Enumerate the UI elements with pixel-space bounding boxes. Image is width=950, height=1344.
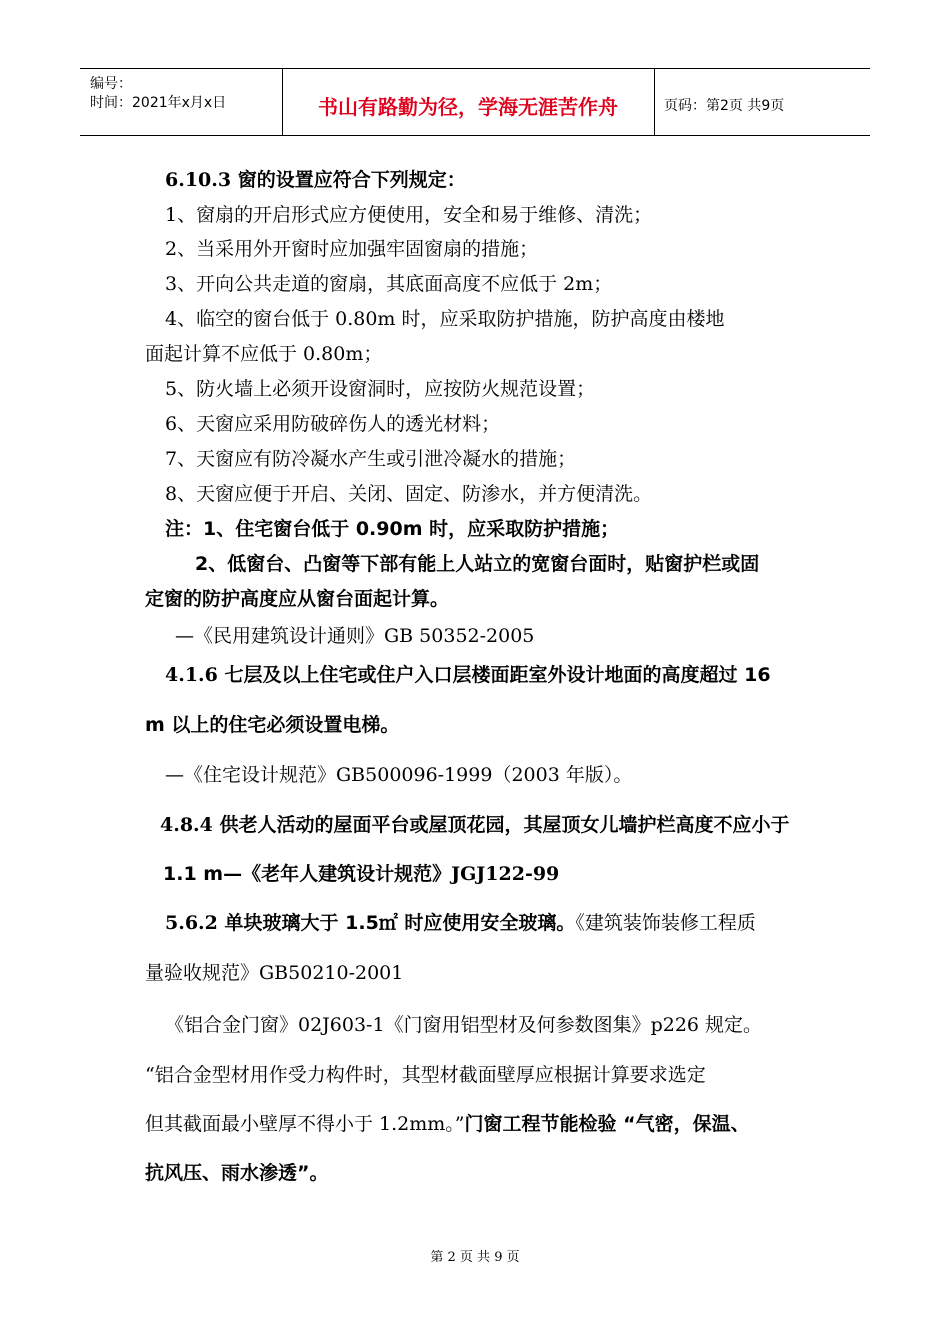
clause-4-1-6 bbox=[165, 663, 771, 687]
clause-4-8-4 bbox=[160, 813, 790, 837]
source-citation-1: —《民用建筑设计通则》GB 50352-2005 bbox=[175, 625, 535, 647]
note-2-continued: 定窗的防护高度应从窗台面起计算。 bbox=[145, 588, 450, 610]
clause-4-8-4-continued bbox=[163, 862, 559, 886]
rule-item-5: 5、防火墙上必须开设窗洞时，应按防火规范设置； bbox=[165, 378, 596, 400]
rule-item-2: 2、当采用外开窗时应加强牢固窗扇的措施； bbox=[165, 238, 539, 260]
clause-5-6-2 bbox=[165, 911, 756, 935]
section-heading-6-10-3: 6.10.3 窗的设置应符合下列规定： bbox=[165, 169, 466, 191]
page-info: 页码：第2页 共9页 bbox=[664, 98, 785, 114]
clause-text: 单块玻璃大于 1.5㎡ 时应使用安全玻璃。 bbox=[224, 912, 576, 934]
rule-item-4: 4、临空的窗台低于 0.80m 时，应采取防护措施，防护高度由楼地 bbox=[165, 308, 725, 330]
paragraph-aluminum-4: 抗风压、雨水渗透”。 bbox=[145, 1162, 329, 1184]
clause-4-1-6-continued: m 以上的住宅必须设置电梯。 bbox=[145, 714, 400, 736]
rule-item-8: 8、天窗应便于开启、关闭、固定、防渗水，并方便清洗。 bbox=[165, 483, 653, 505]
note-1: 注：1、住宅窗台低于 0.90m 时，应采取防护措施； bbox=[165, 518, 620, 540]
time-label: 时间：2021年x月x日 bbox=[90, 95, 227, 111]
source-citation-3: —《老年人建筑设计规范》JGJ122-99 bbox=[223, 863, 560, 885]
header-left-cell bbox=[80, 69, 283, 135]
clause-text: 七层及以上住宅或住户入口层楼面距室外设计地面的高度超过 16 bbox=[224, 664, 771, 686]
paragraph-aluminum-3 bbox=[145, 1112, 750, 1136]
height-value: 1.1 m bbox=[163, 863, 224, 885]
motto: 书山有路勤为径，学海无涯苦作舟 bbox=[318, 95, 618, 119]
rule-item-7: 7、天窗应有防冷凝水产生或引泄冷凝水的措施； bbox=[165, 448, 577, 470]
rule-item-6: 6、天窗应采用防破碎伤人的透光材料； bbox=[165, 413, 501, 435]
paragraph-aluminum-1: 《铝合金门窗》02J603-1《门窗用铝型材及何参数图集》p226 规定。 bbox=[165, 1014, 763, 1036]
paragraph-aluminum-2: “铝合金型材用作受力构件时，其型材截面壁厚应根据计算要求选定 bbox=[145, 1064, 706, 1086]
source-citation-4-continued: 量验收规范》GB50210-2001 bbox=[145, 962, 404, 984]
header-right-cell bbox=[654, 69, 870, 135]
rule-item-3: 3、开向公共走道的窗扇，其底面高度不应低于 2m； bbox=[165, 273, 613, 295]
source-citation-2: —《住宅设计规范》GB500096-1999（2003 年版）。 bbox=[165, 764, 633, 786]
energy-inspection-text: 门窗工程节能检验 “气密，保温、 bbox=[464, 1113, 750, 1135]
source-citation-4: 《建筑装饰装修工程质 bbox=[575, 912, 756, 934]
page-header bbox=[80, 68, 870, 136]
clause-number: 4.1.6 bbox=[165, 664, 225, 686]
clause-text: 供老人活动的屋面平台或屋顶花园，其屋顶女儿墙护栏高度不应小于 bbox=[219, 814, 790, 836]
rule-item-4-continued: 面起计算不应低于 0.80m； bbox=[145, 343, 383, 365]
clause-number: 5.6.2 bbox=[165, 912, 225, 934]
rule-item-1: 1、窗扇的开启形式应方便使用，安全和易于维修、清洗； bbox=[165, 204, 653, 226]
header-middle-cell bbox=[282, 69, 655, 135]
number-label: 编号： bbox=[90, 76, 132, 92]
note-2: 2、低窗台、凸窗等下部有能上人站立的宽窗台面时，贴窗护栏或固 bbox=[195, 553, 760, 575]
clause-number: 4.8.4 bbox=[160, 814, 220, 836]
paragraph-text: 但其截面最小壁厚不得小于 1.2mm。” bbox=[145, 1113, 465, 1135]
page-footer: 第 2 页 共 9 页 bbox=[430, 1250, 520, 1265]
